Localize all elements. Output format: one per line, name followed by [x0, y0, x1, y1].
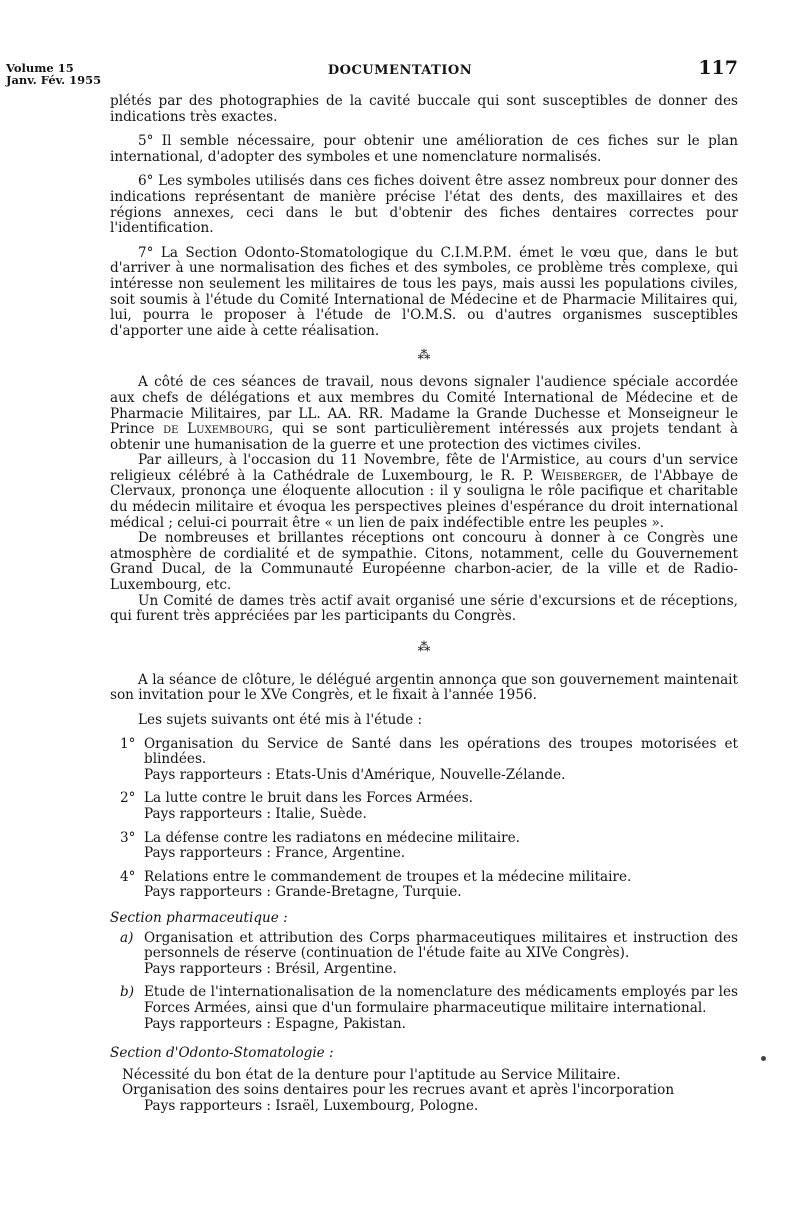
item-number: 3°	[120, 829, 136, 846]
pharma-list	[110, 931, 738, 1033]
item-text: Etude de l'internationalisation de la nomenclature des médicaments employés par les Forces Armées, ainsi que d'un formulaire pharmaceutique militaire international.	[144, 984, 738, 1016]
list-item	[110, 791, 738, 822]
item-letter: a)	[120, 929, 134, 946]
paragraph-point-6: 6° Les symboles utilisés dans ces fiches doivent être assez nombreux pour donner des indications représentant de manière précise l'état des dents, des maxillaires et des régions annexes, ceci dans le but d'obtenir des fiches dentaires correctes pour l'identification.	[110, 173, 738, 237]
margin-dot	[761, 1056, 766, 1061]
subjects-list	[110, 737, 738, 901]
paragraph-armistice: Par ailleurs, à l'occasion du 11 Novembre, fête de l'Armistice, au cours d'un service religieux célébré à la Cathédrale de Luxembourg, le R. P. Weisberger, de l'Abbaye de Clervaux, prononça une éloquente allocution : il y souligna le rôle pacifique et charitable du médecin militaire et évoqua les perspectives pleines d'espérance du droit international médical ; celui-ci pourrait être « un lien de paix indéfectible entre les peuples ».	[110, 452, 738, 531]
list-item	[110, 737, 738, 784]
paragraph-audience: A côté de ces séances de travail, nous devons signaler l'audience spéciale accordée aux chefs de délégations et aux membres du Comité International de Médecine et de Pharmacie Militaires, par LL. AA. RR. Madame la Grande Duchesse et Monseigneur le Prince de Luxembourg, qui se sont particulièrement intéressés aux projets tendant à obtenir une humanisation de la guerre et une protection des victimes civiles.	[110, 374, 738, 453]
section-separator: ⁂	[417, 348, 431, 364]
item-rapporteurs: Pays rapporteurs : France, Argentine.	[144, 845, 406, 862]
list-item	[110, 870, 738, 901]
item-text: Relations entre le commandement de troupes et la médecine militaire.	[144, 868, 632, 885]
item-number: 1°	[120, 735, 136, 752]
item-number: 4°	[120, 868, 136, 885]
page-number: 117	[698, 57, 738, 79]
paragraph-receptions: De nombreuses et brillantes réceptions ont concouru à donner à ce Congrès une atmosphère de cordialité et de sympathie. Citons, notamment, celle du Gouvernement Grand Ducal, de la Communauté Européenne charbon-acier, de la ville et de Radio-Luxembourg, etc.	[110, 530, 738, 594]
odonto-line-1: Nécessité du bon état de la denture pour l'aptitude au Service Militaire.	[122, 1066, 621, 1083]
body-text	[110, 94, 738, 1114]
paragraph-point-5: 5° Il semble nécessaire, pour obtenir une amélioration de ces fiches sur le plan international, d'adopter des symboles et une nomenclature normalisés.	[110, 133, 738, 165]
item-rapporteurs: Pays rapporteurs : Espagne, Pakistan.	[144, 1015, 406, 1032]
item-text: La défense contre les radiatons en médecine militaire.	[144, 829, 520, 846]
section-heading-pharmaceutique: Section pharmaceutique :	[110, 909, 288, 926]
item-text: La lutte contre le bruit dans les Forces Armées.	[144, 790, 473, 807]
item-rapporteurs: Pays rapporteurs : Grande-Bretagne, Turquie.	[144, 884, 462, 901]
item-number: 2°	[120, 790, 136, 807]
item-rapporteurs: Pays rapporteurs : Etats-Unis d'Amérique, Nouvelle-Zélande.	[144, 766, 566, 783]
running-header: DOCUMENTATION	[327, 63, 473, 78]
item-rapporteurs: Pays rapporteurs : Italie, Suède.	[144, 805, 367, 822]
list-item	[110, 831, 738, 862]
odonto-rapporteurs: Pays rapporteurs : Israël, Luxembourg, Pologne.	[144, 1097, 479, 1114]
paragraph-point-7: 7° La Section Odonto-Stomatologique du C.I.M.P.M. émet le vœu que, dans le but d'arriver à une normalisation des fiches et des symboles, ce problème très complexe, qui intéresse non seulement les militaires de tous les pays, mais aussi les populations civiles, soit soumis à l'étude du Comité International de Médecine et de Pharmacie Militaires qui, lui, pourra le proposer à l'étude de l'O.M.S. ou d'autres organismes susceptibles d'apporter une aide à cette réalisation.	[110, 244, 738, 339]
section-heading-odonto: Section d'Odonto-Stomatologie :	[110, 1045, 334, 1062]
list-item	[110, 985, 738, 1032]
item-text: Organisation et attribution des Corps pharmaceutiques militaires et instruction des personnels de réserve (continuation de l'étude faite au XIVe Congrès).	[144, 929, 738, 962]
volume-label: Volume 15	[6, 61, 74, 75]
person-name: de Luxembourg	[163, 421, 269, 438]
person-name: Weisberger	[541, 467, 619, 484]
paragraph-continuation: plétés par des photographies de la cavité buccale qui sont susceptibles de donner des indications très exactes.	[110, 93, 738, 125]
section-separator: ⁂	[417, 639, 431, 655]
odonto-line-2: Organisation des soins dentaires pour les recrues avant et après l'incorporation	[122, 1082, 675, 1099]
item-letter: b)	[120, 984, 135, 1001]
paragraph-dames: Un Comité de dames très actif avait organisé une série d'excursions et de réceptions, qui furent très appréciées par les participants du Congrès.	[110, 592, 738, 625]
item-rapporteurs: Pays rapporteurs : Brésil, Argentine.	[144, 960, 397, 977]
issue-date: Janv. Fév. 1955	[6, 73, 102, 87]
paragraph-cloture: A la séance de clôture, le délégué argentin annonça que son gouvernement maintenait son invitation pour le XVe Congrès, et le fixait à l'année 1956.	[110, 671, 738, 704]
item-text: Organisation du Service de Santé dans les opérations des troupes motorisées et blindées.	[144, 735, 738, 768]
paragraph-sujets-intro: Les sujets suivants ont été mis à l'étude :	[138, 712, 423, 728]
list-item	[110, 931, 738, 978]
